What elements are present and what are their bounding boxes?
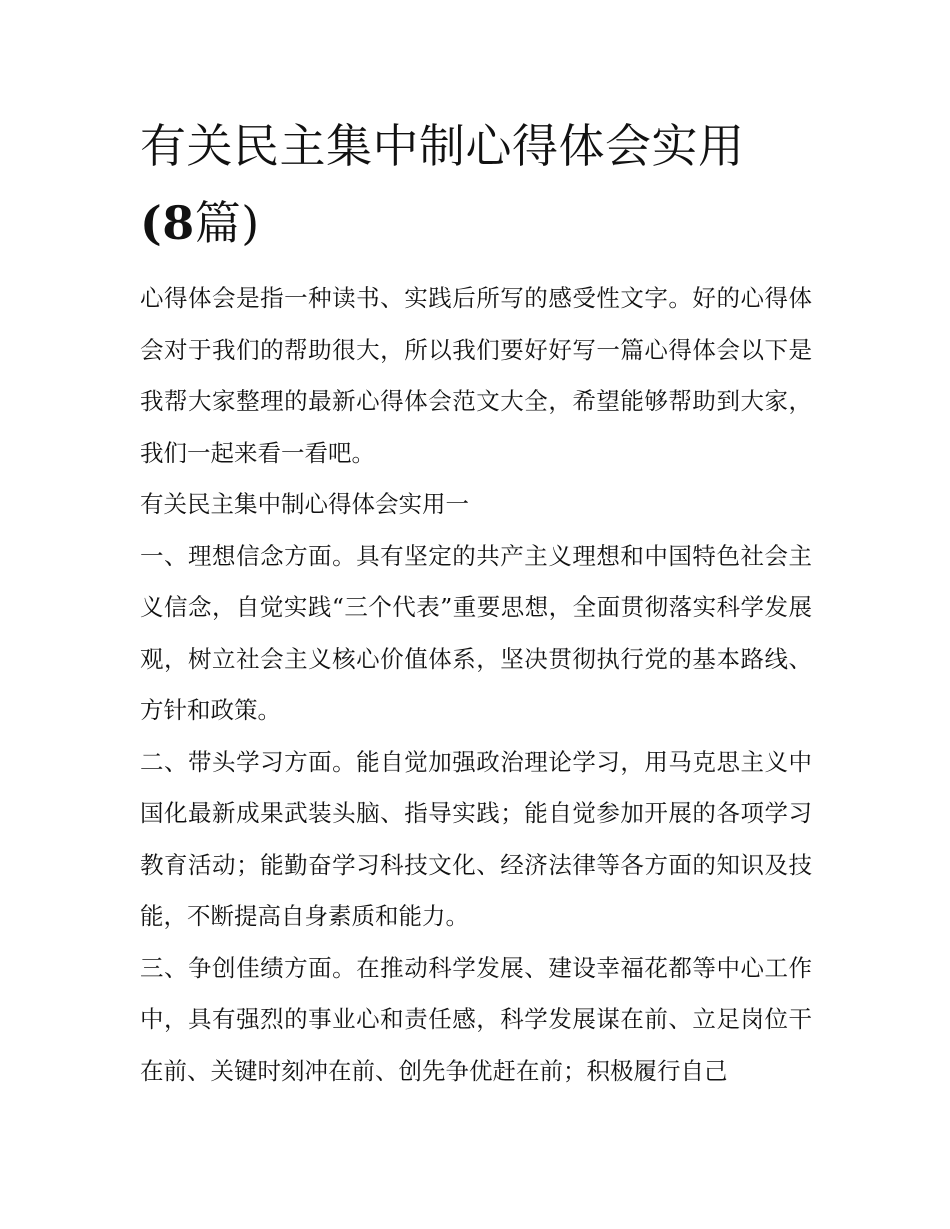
paragraph-achievement: 三、争创佳绩方面。在推动科学发展、建设幸福花都等中心工作中，具有强烈的事业心和责任感，科学发展谋在前、立足岗位干在前、关键时刻冲在前、创先争优赶在前；积极履行自己 [140, 953, 812, 1085]
title-count: (8 [140, 196, 195, 250]
section-heading: 有关民主集中制心得体会实用一 [140, 490, 469, 518]
paragraph-ideals: 一、理想信念方面。具有坚定的共产主义理想和中国特色社会主义信念，自觉实践“三个代表”重要思想，全面贯彻落实科学发展观，树立社会主义核心价值体系，坚决贯彻执行党的基本路线、方针和政策。 [140, 541, 812, 724]
paragraph-study: 二、带头学习方面。能自觉加强政治理论学习，用马克思主义中国化最新成果武装头脑、指导实践；能自觉参加开展的各项学习教育活动；能勤奋学习科技文化、经济法律等各方面的知识及技能，不断提高自身素质和能力。 [140, 747, 812, 930]
document-body [140, 108, 812, 1097]
page-title [140, 108, 812, 262]
title-suffix: 篇) [194, 196, 260, 250]
title-line-1: 有关民主集中制心得体会实用 [140, 119, 745, 173]
intro-paragraph: 心得体会是指一种读书、实践后所写的感受性文字。好的心得体会对于我们的帮助很大，所以我们要好好写一篇心得体会以下是我帮大家整理的最新心得体会范文大全，希望能够帮助到大家，我们一起来看一看吧。 [140, 284, 812, 467]
